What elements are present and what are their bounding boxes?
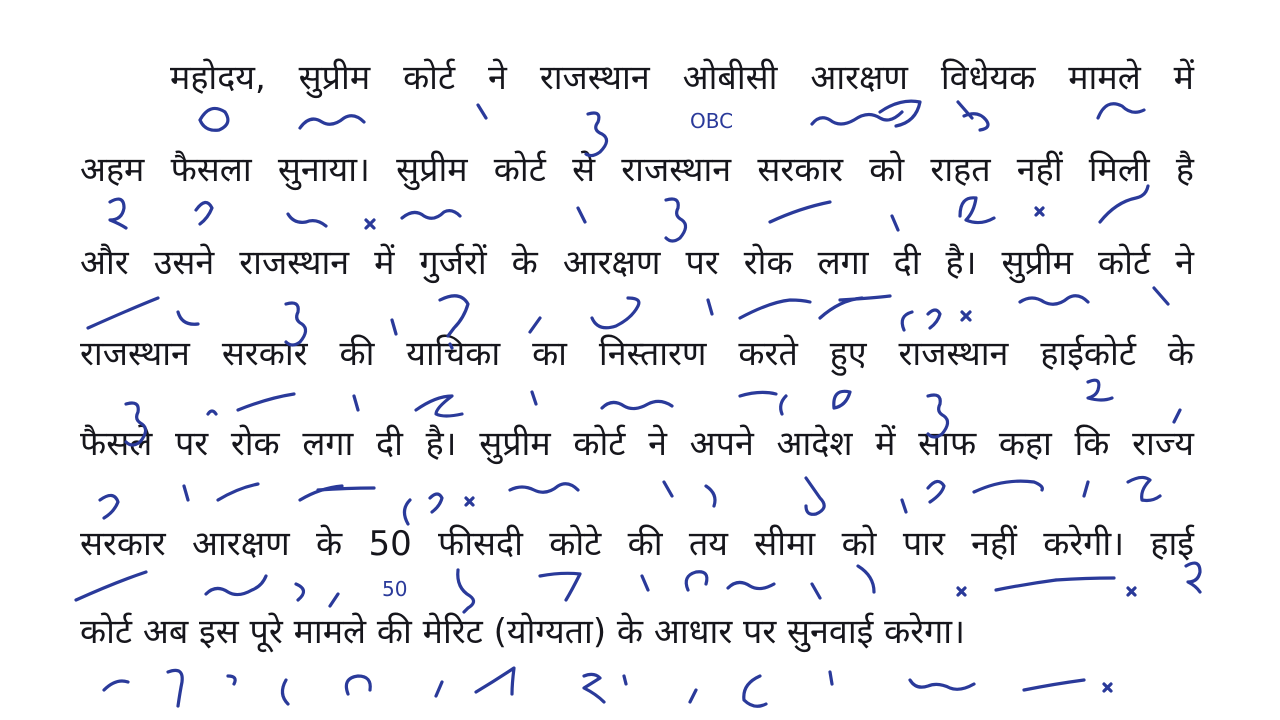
passage-line-7: कोर्ट अब इस पूरे मामले की मेरिट (योग्यता) के आधार पर सुनवाई करेगा। (80, 612, 965, 652)
passage-line-4: राजस्थान सरकार की याचिका का निस्तारण करते हुए राजस्थान हाईकोर्ट के (80, 334, 1194, 374)
passage-line-1: महोदय, सुप्रीम कोर्ट ने राजस्थान ओबीसी आरक्षण विधेयक मामले में (170, 58, 1194, 98)
shorthand-row-7 (104, 668, 1111, 706)
passage-line-2: अहम फैसला सुनाया। सुप्रीम कोर्ट से राजस्थान सरकार को राहत नहीं मिली है (80, 150, 1194, 190)
passage-line-3: और उसने राजस्थान में गुर्जरों के आरक्षण पर रोक लगा दी है। सुप्रीम कोर्ट ने (80, 243, 1194, 283)
shorthand-row-6 (76, 563, 1200, 612)
shorthand-50-label: 50 (382, 577, 408, 601)
shorthand-row-5 (100, 477, 1160, 524)
shorthand-obc-label: OBC (690, 109, 734, 133)
shorthand-row-1 (200, 101, 1144, 155)
shorthand-row-2 (110, 186, 1148, 241)
passage-line-6: सरकार आरक्षण के 50 फीसदी कोटे की तय सीमा को पार नहीं करेगी। हाई (80, 524, 1194, 564)
passage-line-5: फैसले पर रोक लगा दी है। सुप्रीम कोर्ट ने अपने आदेश में साफ कहा कि राज्य (80, 424, 1194, 464)
